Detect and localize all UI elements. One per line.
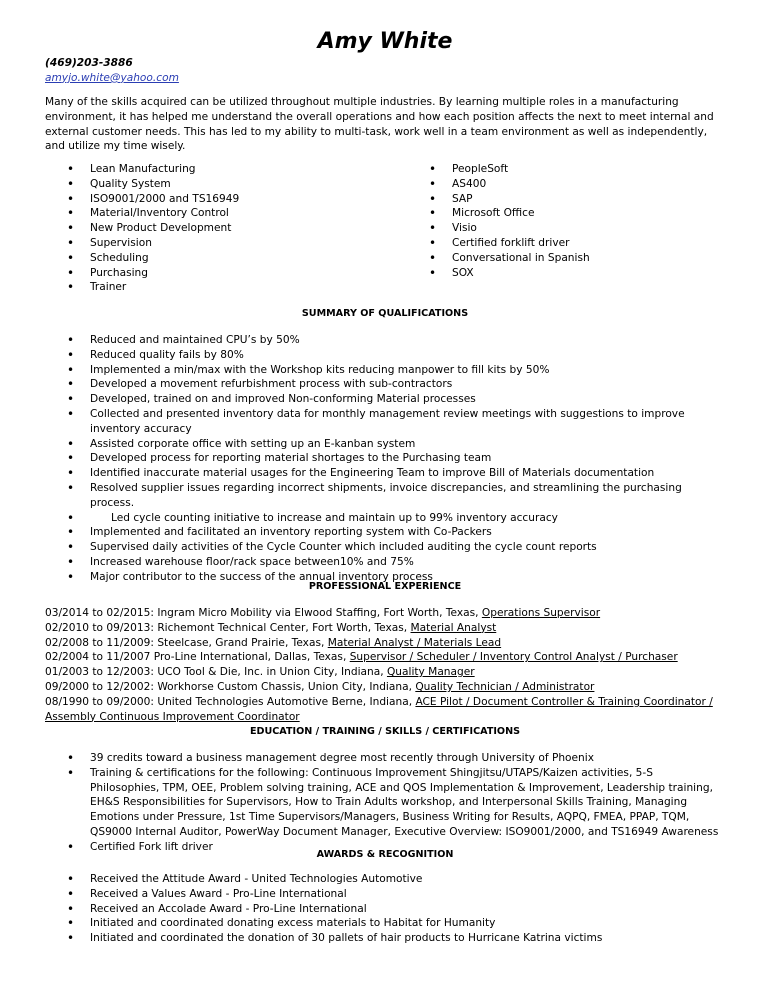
qualifications-heading: SUMMARY OF QUALIFICATIONS <box>301 308 469 319</box>
experience-list <box>45 606 725 724</box>
experience-text: 02/2010 to 09/2013: Richemont Technical Center, Fort Worth, Texas, <box>45 621 411 634</box>
skill-item: • Supervision <box>63 236 393 251</box>
experience-text: 01/2003 to 12/2003: UCO Tool & Die, Inc. in Union City, Indiana, <box>45 666 387 679</box>
skill-item: • New Product Development <box>63 221 393 236</box>
award-item: • Received a Values Award - Pro-Line International <box>63 887 725 902</box>
candidate-name: Amy White <box>317 29 453 54</box>
experience-role: Material Analyst <box>410 621 497 634</box>
phone-number: (469)203-3886 <box>45 57 133 69</box>
skill-item: • AS400 <box>425 177 725 192</box>
experience-role: Operations Supervisor <box>481 607 601 619</box>
qualification-item: • Reduced quality fails by 80% <box>63 348 725 363</box>
qualification-item: • Led cycle counting initiative to increase and maintain up to 99% inventory accuracy <box>63 511 725 526</box>
skill-item: • Lean Manufacturing <box>63 162 393 177</box>
skill-item: • Purchasing <box>63 266 393 281</box>
qualification-item: • Assisted corporate office with setting up an E-kanban system <box>63 437 725 452</box>
experience-text: 02/2004 to 11/2007 Pro-Line International, Dallas, Texas, <box>45 651 350 664</box>
qualification-item: • Developed process for reporting material shortages to the Purchasing team <box>63 451 725 466</box>
experience-text: 09/2000 to 12/2002: Workhorse Custom Chassis, Union City, Indiana, <box>45 680 416 693</box>
experience-heading: PROFESSIONAL EXPERIENCE <box>308 581 462 592</box>
experience-text: 03/2014 to 02/2015: Ingram Micro Mobility via Elwood Staffing, Fort Worth, Texas, <box>45 607 482 619</box>
skill-item: • Microsoft Office <box>425 206 725 221</box>
experience-entry <box>45 650 725 665</box>
experience-role: Assembly Continuous Improvement Coordinator <box>45 710 300 723</box>
email-link[interactable]: amyjo.white@yahoo.com <box>45 71 179 84</box>
education-item: • 39 credits toward a business management degree most recently through University of Phoenix <box>63 751 725 766</box>
experience-entry <box>45 695 725 710</box>
qualification-item: • Identified inaccurate material usages for the Engineering Team to improve Bill of Materials documentation <box>63 466 725 481</box>
education-item: • Training & certifications for the following: Continuous Improvement Shingjitsu/UTAPS/Kaizen activities, 5-S Philosophies, TPM, OEE, Problem solving training, ACE and QOS Implementation & Improvement, Leadership training, EH&S Responsibilities for Supervisors, How to Train Adults workshop, and Interpersonal Skills Training, Managing Emotions under Pressure, 1st Time Supervisors/Managers, Business Writing for Results, AQPQ, FMEA, PPAP, TQM, QS9000 Internal Auditor, PowerWay Document Manager, Executive Overview: ISO9001/2000, and TS16949 Awareness <box>63 766 725 840</box>
qualification-item: • Reduced and maintained CPU’s by 50% <box>63 333 725 348</box>
skill-item: • Quality System <box>63 177 393 192</box>
qualification-item: • Implemented and facilitated an inventory reporting system with Co-Packers <box>63 525 725 540</box>
award-item: • Received an Accolade Award - Pro-Line International <box>63 902 725 917</box>
qualification-item: • Developed a movement refurbishment process with sub-contractors <box>63 377 725 392</box>
experience-entry <box>45 665 725 680</box>
qualification-item: • Collected and presented inventory data for monthly management review meetings with suggestions to improve inventory accuracy <box>63 407 725 437</box>
qualification-item: • Resolved supplier issues regarding incorrect shipments, invoice discrepancies, and streamlining the purchasing process. <box>63 481 725 511</box>
qualifications-list <box>63 333 725 585</box>
skill-item: • Scheduling <box>63 251 393 266</box>
education-item: • Certified Fork lift driver <box>63 840 725 855</box>
experience-entry <box>45 621 725 636</box>
experience-role: Material Analyst / Materials Lead <box>327 636 502 649</box>
skill-item: • Certified forklift driver <box>425 236 725 251</box>
skill-item: • SOX <box>425 266 725 281</box>
skill-item: • SAP <box>425 192 725 207</box>
skill-item: • Conversational in Spanish <box>425 251 725 266</box>
experience-role: Supervisor / Scheduler / Inventory Control Analyst / Purchaser <box>349 651 678 664</box>
education-heading: EDUCATION / TRAINING / SKILLS / CERTIFICATIONS <box>249 726 521 737</box>
qualification-item: • Supervised daily activities of the Cycle Counter which included auditing the cycle count reports <box>63 540 725 555</box>
awards-heading: AWARDS & RECOGNITION <box>316 849 454 860</box>
award-item: • Initiated and coordinated the donation of 30 pallets of hair products to Hurricane Katrina victims <box>63 931 725 946</box>
award-item: • Received the Attitude Award - United Technologies Automotive <box>63 872 725 887</box>
qualification-item: • Developed, trained on and improved Non-conforming Material processes <box>63 392 725 407</box>
skill-item: • Material/Inventory Control <box>63 206 393 221</box>
contact-block <box>45 56 179 86</box>
qualification-item: • Implemented a min/max with the Workshop kits reducing manpower to fill kits by 50% <box>63 363 725 378</box>
skill-item: • ISO9001/2000 and TS16949 <box>63 192 393 207</box>
experience-entry <box>45 636 725 651</box>
experience-role: Quality Technician / Administrator <box>415 680 595 693</box>
experience-entry <box>45 606 725 621</box>
experience-text: 08/1990 to 09/2000: United Technologies Automotive Berne, Indiana, <box>45 695 416 708</box>
experience-entry-continued <box>45 710 725 725</box>
skill-item: • Visio <box>425 221 725 236</box>
education-list <box>63 751 725 855</box>
experience-role: Quality Manager <box>386 666 475 679</box>
qualification-item: • Major contributor to the success of the annual inventory process <box>63 570 725 585</box>
award-item: • Initiated and coordinated donating excess materials to Habitat for Humanity <box>63 916 725 931</box>
skill-item: • PeopleSoft <box>425 162 725 177</box>
experience-entry <box>45 680 725 695</box>
qualification-item: • Increased warehouse floor/rack space between10% and 75% <box>63 555 725 570</box>
skills-list-left <box>63 162 393 295</box>
skill-item: • Trainer <box>63 280 393 295</box>
skills-list-right <box>425 162 725 280</box>
experience-role: ACE Pilot / Document Controller & Training Coordinator / <box>415 695 713 708</box>
experience-text: 02/2008 to 11/2009: Steelcase, Grand Prairie, Texas, <box>45 636 328 649</box>
intro-paragraph: Many of the skills acquired can be utilized throughout multiple industries. By learning multiple roles in a manufacturing environment, it has helped me understand the overall operations and how each position affects the next to meet internal and external customer needs. This has led to my ability to multi-task, work well in a team environment as well as independently, and utilize my time wisely. <box>45 96 714 153</box>
awards-list <box>63 872 725 946</box>
